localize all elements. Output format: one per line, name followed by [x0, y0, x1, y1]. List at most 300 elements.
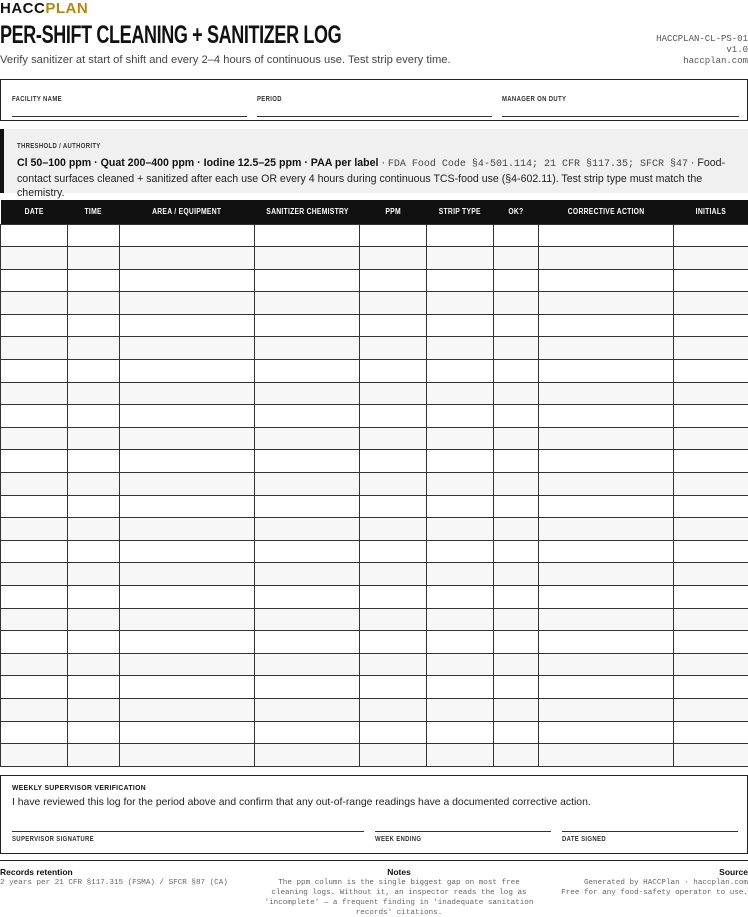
cell-initials[interactable] — [674, 518, 748, 541]
cell-corrective-action[interactable] — [539, 563, 674, 586]
cell-initials[interactable] — [674, 360, 748, 383]
cell-initials[interactable] — [674, 676, 748, 699]
cell-time[interactable] — [68, 631, 120, 654]
log-table-body — [1, 224, 748, 766]
cell-initials[interactable] — [674, 314, 748, 337]
cell-strip-type[interactable] — [427, 721, 494, 744]
cell-initials[interactable] — [674, 540, 748, 563]
cell-corrective-action[interactable] — [539, 698, 674, 721]
cell-sanitizer-chemistry[interactable] — [255, 563, 360, 586]
facility-name-field[interactable] — [12, 88, 247, 118]
cell-ok[interactable] — [494, 676, 539, 699]
cell-strip-type[interactable] — [427, 382, 494, 405]
cell-initials[interactable] — [674, 744, 748, 767]
cell-ppm[interactable] — [360, 269, 427, 292]
cell-strip-type[interactable] — [427, 586, 494, 609]
page-title-wrap — [0, 20, 460, 50]
cell-initials[interactable] — [674, 653, 748, 676]
cell-sanitizer-chemistry[interactable] — [255, 518, 360, 541]
cell-corrective-action[interactable] — [539, 653, 674, 676]
cell-strip-type[interactable] — [427, 360, 494, 383]
cell-ppm[interactable] — [360, 698, 427, 721]
cell-time[interactable] — [68, 450, 120, 473]
threshold-limits: Cl 50–100 ppm · Quat 200–400 ppm · Iodine 12.5–25 ppm · PAA per label — [17, 157, 379, 169]
cell-corrective-action[interactable] — [539, 337, 674, 360]
cell-time[interactable] — [68, 586, 120, 609]
cell-time[interactable] — [68, 563, 120, 586]
cell-corrective-action[interactable] — [539, 314, 674, 337]
cell-ppm[interactable] — [360, 540, 427, 563]
cell-date[interactable] — [1, 269, 68, 292]
manager-on-duty-line — [502, 116, 739, 117]
cell-area-equipment[interactable] — [120, 698, 255, 721]
cell-ok[interactable] — [494, 292, 539, 315]
cell-ok[interactable] — [494, 382, 539, 405]
cell-ok[interactable] — [494, 631, 539, 654]
cell-time[interactable] — [68, 382, 120, 405]
cell-ppm[interactable] — [360, 337, 427, 360]
cell-ppm[interactable] — [360, 653, 427, 676]
cell-date[interactable] — [1, 314, 68, 337]
cell-corrective-action[interactable] — [539, 744, 674, 767]
cell-time[interactable] — [68, 473, 120, 496]
cell-sanitizer-chemistry[interactable] — [255, 721, 360, 744]
cell-corrective-action[interactable] — [539, 631, 674, 654]
cell-area-equipment[interactable] — [120, 540, 255, 563]
table-row — [1, 586, 748, 609]
week-ending-label: WEEK ENDING — [375, 836, 422, 843]
threshold-description: · Food-contact surfaces cleaned + sanitized after each use OR every 4 hours during continuous TCS-food use (§4-602.11). Test strip type must match the chemistry. — [17, 157, 726, 199]
cell-initials[interactable] — [674, 382, 748, 405]
cell-sanitizer-chemistry[interactable] — [255, 744, 360, 767]
cell-ok[interactable] — [494, 586, 539, 609]
cell-initials[interactable] — [674, 698, 748, 721]
document-site: haccplan.com — [683, 56, 748, 66]
cell-sanitizer-chemistry[interactable] — [255, 631, 360, 654]
cell-initials[interactable] — [674, 563, 748, 586]
cell-time[interactable] — [68, 495, 120, 518]
cell-sanitizer-chemistry[interactable] — [255, 314, 360, 337]
cell-corrective-action[interactable] — [539, 427, 674, 450]
cell-date[interactable] — [1, 292, 68, 315]
table-row — [1, 405, 748, 428]
cell-corrective-action[interactable] — [539, 292, 674, 315]
table-row — [1, 518, 748, 541]
notes-title: Notes — [387, 867, 411, 877]
cell-time[interactable] — [68, 269, 120, 292]
cell-sanitizer-chemistry[interactable] — [255, 540, 360, 563]
cell-area-equipment[interactable] — [120, 721, 255, 744]
cell-strip-type[interactable] — [427, 337, 494, 360]
cell-initials[interactable] — [674, 405, 748, 428]
cell-date[interactable] — [1, 495, 68, 518]
cell-area-equipment[interactable] — [120, 292, 255, 315]
cell-strip-type[interactable] — [427, 495, 494, 518]
cell-sanitizer-chemistry[interactable] — [255, 698, 360, 721]
table-row — [1, 608, 748, 631]
cell-date[interactable] — [1, 382, 68, 405]
col-corrective-action: CORRECTIVE ACTION — [539, 200, 674, 224]
cell-area-equipment[interactable] — [120, 495, 255, 518]
cell-sanitizer-chemistry[interactable] — [255, 473, 360, 496]
col-ok: OK? — [494, 200, 539, 224]
cell-date[interactable] — [1, 698, 68, 721]
cell-strip-type[interactable] — [427, 744, 494, 767]
cell-area-equipment[interactable] — [120, 314, 255, 337]
cell-corrective-action[interactable] — [539, 224, 674, 247]
cell-ok[interactable] — [494, 518, 539, 541]
table-row — [1, 382, 748, 405]
cell-area-equipment[interactable] — [120, 631, 255, 654]
cell-strip-type[interactable] — [427, 518, 494, 541]
cell-area-equipment[interactable] — [120, 744, 255, 767]
col-time: TIME — [68, 200, 120, 224]
cell-date[interactable] — [1, 608, 68, 631]
cell-time[interactable] — [68, 744, 120, 767]
source-line-1: Generated by HACCPlan · haccplan.com — [583, 879, 748, 887]
notes-text: The ppm column is the single biggest gap on most free cleaning logs. Without it, an inspector reads the log as 'incomplete' — a frequent finding in 'inadequate sanitation records' citations. — [264, 879, 534, 917]
cell-sanitizer-chemistry[interactable] — [255, 450, 360, 473]
cell-time[interactable] — [68, 224, 120, 247]
retention-title: Records retention — [0, 867, 73, 877]
cell-ppm[interactable] — [360, 473, 427, 496]
footer — [0, 860, 748, 917]
cell-initials[interactable] — [674, 427, 748, 450]
table-row — [1, 653, 748, 676]
cell-date[interactable] — [1, 676, 68, 699]
cell-ppm[interactable] — [360, 676, 427, 699]
cell-time[interactable] — [68, 247, 120, 270]
cell-date[interactable] — [1, 360, 68, 383]
cell-ppm[interactable] — [360, 224, 427, 247]
cell-strip-type[interactable] — [427, 563, 494, 586]
cell-corrective-action[interactable] — [539, 721, 674, 744]
period-label: PERIOD — [257, 96, 282, 103]
table-row — [1, 631, 748, 654]
cell-sanitizer-chemistry[interactable] — [255, 495, 360, 518]
cell-date[interactable] — [1, 631, 68, 654]
cell-corrective-action[interactable] — [539, 360, 674, 383]
cell-ok[interactable] — [494, 563, 539, 586]
cell-ok[interactable] — [494, 337, 539, 360]
supervisor-signature-line — [12, 831, 364, 832]
footer-retention — [0, 867, 250, 888]
cell-corrective-action[interactable] — [539, 518, 674, 541]
cell-area-equipment[interactable] — [120, 269, 255, 292]
cell-ppm[interactable] — [360, 450, 427, 473]
facility-name-line — [12, 116, 247, 117]
table-header-row — [1, 200, 748, 224]
cell-time[interactable] — [68, 427, 120, 450]
table-row — [1, 563, 748, 586]
cell-strip-type[interactable] — [427, 608, 494, 631]
cell-time[interactable] — [68, 676, 120, 699]
cell-initials[interactable] — [674, 269, 748, 292]
col-sanitizer-chemistry: SANITIZER CHEMISTRY — [255, 200, 360, 224]
cell-sanitizer-chemistry[interactable] — [255, 337, 360, 360]
cell-ok[interactable] — [494, 360, 539, 383]
cell-strip-type[interactable] — [427, 247, 494, 270]
cell-area-equipment[interactable] — [120, 676, 255, 699]
table-row — [1, 744, 748, 767]
cell-date[interactable] — [1, 405, 68, 428]
brand-part-2: PLAN — [45, 0, 89, 17]
cell-date[interactable] — [1, 721, 68, 744]
cell-time[interactable] — [68, 540, 120, 563]
cell-ok[interactable] — [494, 698, 539, 721]
document-meta — [656, 34, 748, 67]
source-line-2: Free for any food-safety operator to use. — [561, 889, 748, 897]
cell-time[interactable] — [68, 405, 120, 428]
cell-sanitizer-chemistry[interactable] — [255, 405, 360, 428]
cell-area-equipment[interactable] — [120, 473, 255, 496]
col-date: DATE — [1, 200, 68, 224]
cell-ppm[interactable] — [360, 563, 427, 586]
cell-strip-type[interactable] — [427, 405, 494, 428]
table-row — [1, 360, 748, 383]
cell-area-equipment[interactable] — [120, 360, 255, 383]
cell-ppm[interactable] — [360, 744, 427, 767]
supervisor-signature-field[interactable] — [12, 831, 364, 849]
cell-sanitizer-chemistry[interactable] — [255, 427, 360, 450]
table-row — [1, 292, 748, 315]
cell-ppm[interactable] — [360, 518, 427, 541]
cell-date[interactable] — [1, 540, 68, 563]
cell-ppm[interactable] — [360, 405, 427, 428]
cell-area-equipment[interactable] — [120, 608, 255, 631]
cell-time[interactable] — [68, 360, 120, 383]
cell-initials[interactable] — [674, 337, 748, 360]
cell-corrective-action[interactable] — [539, 269, 674, 292]
period-line — [257, 116, 492, 117]
cell-corrective-action[interactable] — [539, 405, 674, 428]
cell-ok[interactable] — [494, 247, 539, 270]
table-row — [1, 269, 748, 292]
cell-area-equipment[interactable] — [120, 518, 255, 541]
table-row — [1, 540, 748, 563]
cell-ppm[interactable] — [360, 721, 427, 744]
cell-corrective-action[interactable] — [539, 247, 674, 270]
cell-ppm[interactable] — [360, 631, 427, 654]
threshold-text — [17, 156, 740, 200]
cell-ppm[interactable] — [360, 247, 427, 270]
manager-on-duty-field[interactable] — [502, 88, 739, 118]
cell-ppm[interactable] — [360, 292, 427, 315]
table-row — [1, 721, 748, 744]
cell-initials[interactable] — [674, 473, 748, 496]
page-title: PER-SHIFT CLEANING + SANITIZER LOG — [0, 21, 342, 49]
cell-corrective-action[interactable] — [539, 586, 674, 609]
col-strip-type: STRIP TYPE — [427, 200, 494, 224]
table-row — [1, 314, 748, 337]
cell-date[interactable] — [1, 224, 68, 247]
cell-ppm[interactable] — [360, 360, 427, 383]
verification-label: WEEKLY SUPERVISOR VERIFICATION — [12, 783, 146, 792]
cell-initials[interactable] — [674, 721, 748, 744]
cell-initials[interactable] — [674, 292, 748, 315]
period-field[interactable] — [257, 88, 492, 118]
cell-corrective-action[interactable] — [539, 676, 674, 699]
brand-part-1: HACC — [0, 0, 46, 17]
table-row — [1, 337, 748, 360]
cell-sanitizer-chemistry[interactable] — [255, 382, 360, 405]
cell-initials[interactable] — [674, 631, 748, 654]
cell-date[interactable] — [1, 473, 68, 496]
cell-time[interactable] — [68, 698, 120, 721]
cell-ok[interactable] — [494, 269, 539, 292]
cell-ppm[interactable] — [360, 427, 427, 450]
cell-date[interactable] — [1, 653, 68, 676]
cell-ok[interactable] — [494, 427, 539, 450]
cell-sanitizer-chemistry[interactable] — [255, 676, 360, 699]
cell-sanitizer-chemistry[interactable] — [255, 653, 360, 676]
cell-area-equipment[interactable] — [120, 427, 255, 450]
source-title: Source — [719, 867, 748, 877]
threshold-separator: · — [378, 157, 388, 169]
date-signed-field[interactable] — [562, 831, 738, 849]
supervisor-verification — [0, 775, 748, 854]
cell-ok[interactable] — [494, 495, 539, 518]
cell-ok[interactable] — [494, 314, 539, 337]
cell-ok[interactable] — [494, 450, 539, 473]
cell-area-equipment[interactable] — [120, 653, 255, 676]
cell-strip-type[interactable] — [427, 292, 494, 315]
cell-ppm[interactable] — [360, 314, 427, 337]
brand-logo — [0, 0, 88, 18]
cell-area-equipment[interactable] — [120, 224, 255, 247]
cell-corrective-action[interactable] — [539, 382, 674, 405]
cell-initials[interactable] — [674, 450, 748, 473]
log-table — [0, 200, 748, 767]
col-area-equipment: AREA / EQUIPMENT — [120, 200, 255, 224]
cell-date[interactable] — [1, 427, 68, 450]
cell-ok[interactable] — [494, 744, 539, 767]
verification-statement: I have reviewed this log for the period above and confirm that any out-of-range readings have a documented corrective action. — [12, 797, 591, 808]
cell-area-equipment[interactable] — [120, 247, 255, 270]
cell-ok[interactable] — [494, 608, 539, 631]
col-initials: INITIALS — [674, 200, 748, 224]
cell-initials[interactable] — [674, 586, 748, 609]
cell-time[interactable] — [68, 518, 120, 541]
cell-ok[interactable] — [494, 721, 539, 744]
supervisor-signature-label: SUPERVISOR SIGNATURE — [12, 836, 94, 843]
footer-source — [528, 867, 748, 898]
cell-ok[interactable] — [494, 473, 539, 496]
cell-strip-type[interactable] — [427, 540, 494, 563]
cell-date[interactable] — [1, 518, 68, 541]
table-row — [1, 698, 748, 721]
date-signed-line — [562, 831, 738, 832]
cell-strip-type[interactable] — [427, 473, 494, 496]
col-ppm: PPM — [360, 200, 427, 224]
cell-initials[interactable] — [674, 247, 748, 270]
week-ending-field[interactable] — [375, 831, 551, 849]
footer-notes — [259, 867, 539, 917]
table-row — [1, 247, 748, 270]
cell-ok[interactable] — [494, 224, 539, 247]
cell-sanitizer-chemistry[interactable] — [255, 608, 360, 631]
cell-time[interactable] — [68, 721, 120, 744]
cell-date[interactable] — [1, 337, 68, 360]
cell-time[interactable] — [68, 337, 120, 360]
cell-corrective-action[interactable] — [539, 473, 674, 496]
cell-time[interactable] — [68, 653, 120, 676]
cell-strip-type[interactable] — [427, 631, 494, 654]
cell-strip-type[interactable] — [427, 450, 494, 473]
facility-name-label: FACILITY NAME — [12, 96, 62, 103]
cell-sanitizer-chemistry[interactable] — [255, 224, 360, 247]
cell-initials[interactable] — [674, 608, 748, 631]
cell-ppm[interactable] — [360, 495, 427, 518]
cell-initials[interactable] — [674, 224, 748, 247]
cell-ppm[interactable] — [360, 608, 427, 631]
threshold-box — [0, 129, 748, 199]
cell-time[interactable] — [68, 608, 120, 631]
cell-area-equipment[interactable] — [120, 337, 255, 360]
cell-date[interactable] — [1, 744, 68, 767]
cell-sanitizer-chemistry[interactable] — [255, 586, 360, 609]
cell-ppm[interactable] — [360, 382, 427, 405]
cell-strip-type[interactable] — [427, 427, 494, 450]
manager-on-duty-label: MANAGER ON DUTY — [502, 96, 567, 103]
cell-corrective-action[interactable] — [539, 608, 674, 631]
table-row — [1, 427, 748, 450]
cell-corrective-action[interactable] — [539, 450, 674, 473]
header-fields — [0, 79, 748, 121]
cell-time[interactable] — [68, 292, 120, 315]
cell-date[interactable] — [1, 247, 68, 270]
cell-strip-type[interactable] — [427, 653, 494, 676]
cell-strip-type[interactable] — [427, 224, 494, 247]
date-signed-label: DATE SIGNED — [562, 836, 606, 843]
cell-date[interactable] — [1, 450, 68, 473]
cell-ppm[interactable] — [360, 586, 427, 609]
table-row — [1, 676, 748, 699]
cell-ok[interactable] — [494, 405, 539, 428]
cell-date[interactable] — [1, 563, 68, 586]
cell-area-equipment[interactable] — [120, 450, 255, 473]
table-row — [1, 495, 748, 518]
cell-corrective-action[interactable] — [539, 540, 674, 563]
cell-strip-type[interactable] — [427, 676, 494, 699]
document-id: HACCPLAN-CL-PS-01 — [656, 34, 748, 44]
cell-area-equipment[interactable] — [120, 586, 255, 609]
cell-strip-type[interactable] — [427, 698, 494, 721]
cell-sanitizer-chemistry[interactable] — [255, 247, 360, 270]
cell-ok[interactable] — [494, 653, 539, 676]
cell-area-equipment[interactable] — [120, 405, 255, 428]
cell-strip-type[interactable] — [427, 269, 494, 292]
document-version: v1.0 — [726, 45, 748, 55]
cell-ok[interactable] — [494, 540, 539, 563]
table-row — [1, 450, 748, 473]
cell-strip-type[interactable] — [427, 314, 494, 337]
cell-initials[interactable] — [674, 495, 748, 518]
page-subtitle: Verify sanitizer at start of shift and every 2–4 hours of continuous use. Test strip every time. — [0, 54, 451, 66]
table-row — [1, 473, 748, 496]
threshold-citations: FDA Food Code §4-501.114; 21 CFR §117.35; SFCR §47 — [387, 159, 688, 170]
cell-sanitizer-chemistry[interactable] — [255, 360, 360, 383]
week-ending-line — [375, 831, 551, 832]
cell-area-equipment[interactable] — [120, 382, 255, 405]
cell-area-equipment[interactable] — [120, 563, 255, 586]
cell-date[interactable] — [1, 586, 68, 609]
cell-corrective-action[interactable] — [539, 495, 674, 518]
cell-sanitizer-chemistry[interactable] — [255, 292, 360, 315]
cell-time[interactable] — [68, 314, 120, 337]
cell-sanitizer-chemistry[interactable] — [255, 269, 360, 292]
retention-text: 2 years per 21 CFR §117.315 (FSMA) / SFCR §87 (CA) — [0, 879, 228, 887]
